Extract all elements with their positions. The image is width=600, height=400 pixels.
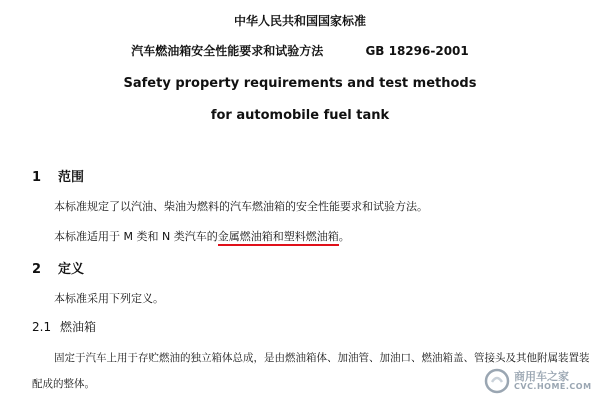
section-1-heading: [32, 166, 84, 185]
standard-subtitle: 汽车燃油箱安全性能要求和试验方法: [131, 44, 324, 58]
section-number: 1: [32, 170, 42, 185]
paragraph-text: 。: [338, 230, 350, 243]
section-1-paragraph-1: 本标准规定了以汽油、柴油为燃料的汽车燃油箱的安全性能要求和试验方法。: [54, 200, 428, 213]
section-1-paragraph-2: [54, 228, 350, 244]
english-title-line-2: for automobile fuel tank: [210, 108, 390, 123]
watermark-logo-icon: [484, 368, 510, 394]
section-2-paragraph-1: 本标准采用下列定义。: [54, 292, 164, 305]
subsection-number: 2.1: [32, 320, 52, 334]
section-number: 2: [32, 262, 42, 277]
paragraph-text: 本标准适用于 M 类和 N 类汽车的: [54, 230, 218, 243]
section-title: 范围: [58, 170, 85, 185]
subsection-2-1-text-line-2: 配成的整体。: [32, 378, 95, 390]
section-title: 定义: [58, 262, 85, 277]
watermark-text-cn: 商用车之家: [514, 370, 569, 383]
national-standard-title: 中华人民共和国国家标准: [233, 14, 366, 28]
section-2-heading: [32, 258, 84, 277]
english-title-line-1: Safety property requirements and test methods: [123, 76, 477, 91]
subsection-2-1-text-line-1: 固定于汽车上用于存贮燃油的独立箱体总成，是由燃油箱体、加油管、加油口、燃油箱盖、管接头及其他附属装置装: [54, 352, 590, 364]
watermark: [484, 368, 594, 396]
standard-subtitle-line: [0, 42, 600, 59]
subsection-title: 燃油箱: [60, 320, 97, 334]
standard-code: GB 18296-2001: [365, 44, 469, 58]
watermark-text-en: CVC.HOME.COM: [514, 382, 592, 391]
highlighted-text: 金属燃油箱和塑料燃油箱: [218, 230, 339, 246]
subsection-2-1-heading: [32, 318, 96, 335]
